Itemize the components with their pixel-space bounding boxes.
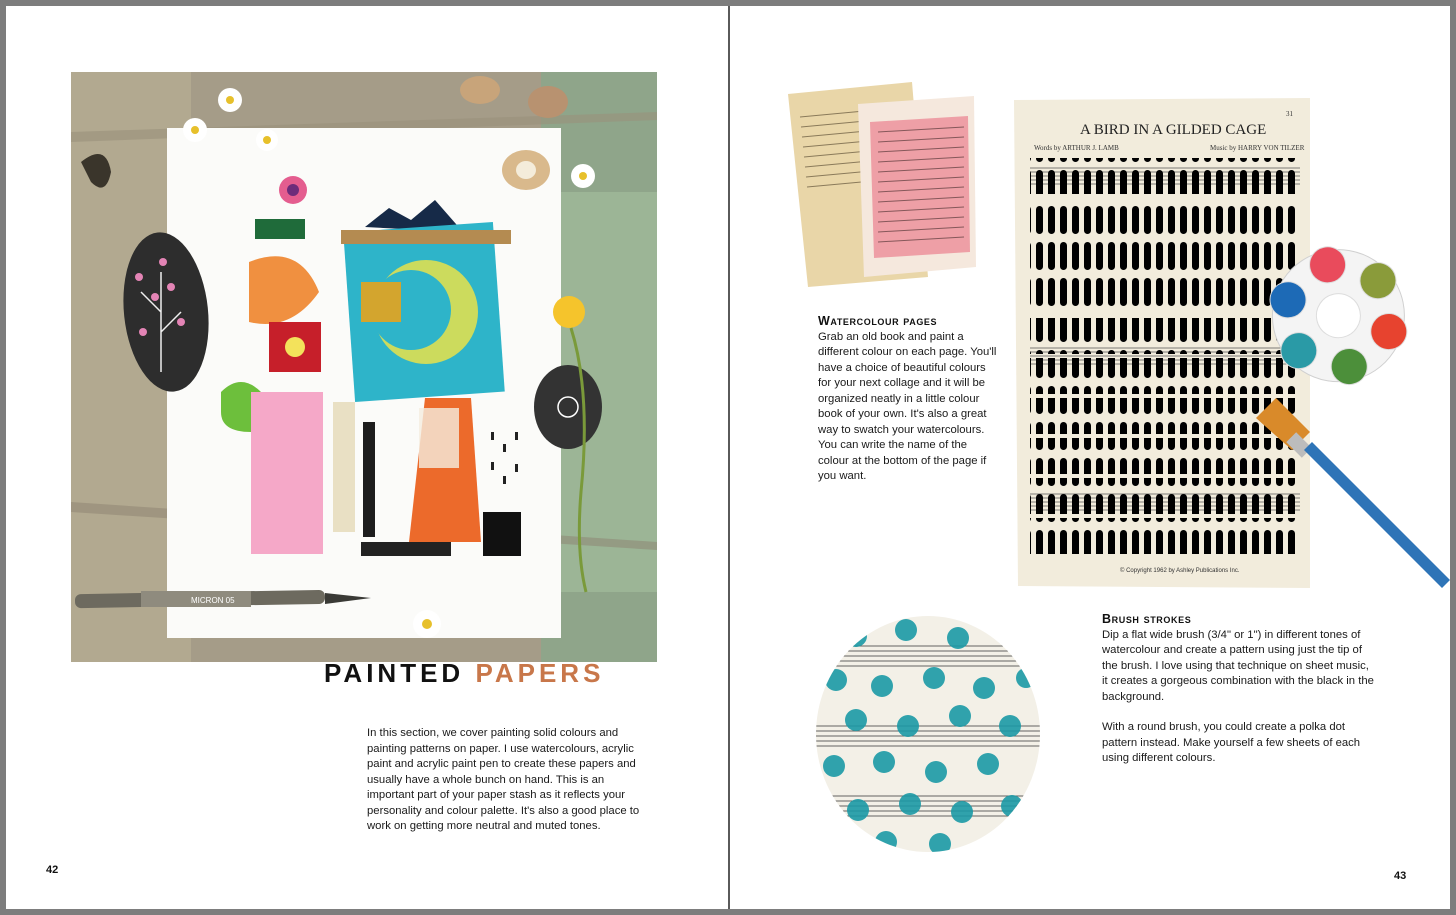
brush-heading: Brush strokes	[1102, 612, 1192, 626]
sheet-music-words-by: Words by ARTHUR J. LAMB	[1034, 144, 1119, 152]
sheet-music-copyright: © Copyright 1962 by Ashley Publications Inc.	[1120, 568, 1240, 574]
intro-text: In this section, we cover painting solid colours and painting patterns on paper. I use watercolours, acrylic paint and acrylic paint pen to create these papers and usually have a whole bunch on hand. This is an important part of your paper stash as it reflects your personality and colour palette. It's also a good place to work on getting more neutral and muted tones.	[367, 727, 640, 832]
sheet-music-photo	[1010, 98, 1450, 646]
brush-section	[1102, 612, 1376, 767]
page-number-left: 42	[46, 864, 59, 876]
brush-body-2: With a round brush, you could create a polka dot pattern instead. Make yourself a few sheets of each using different colours.	[1102, 721, 1361, 764]
title-word-painted: PAINTED	[324, 658, 465, 688]
sheet-music-page-ref: 31	[1286, 110, 1293, 118]
brush-body-1: Dip a flat wide brush (3/4" or 1") in different tones of watercolour and create a pattern using just the tip of the brush. I love using that technique on sheet music, it creates a gorgeous combination with the black in the background.	[1102, 628, 1374, 703]
collage-photo	[71, 72, 657, 662]
watercolour-body: Grab an old book and paint a different colour on each page. You'll have a choice of beautiful colours for your next collage and it will be organized neatly in a little colour book of your own. It's also a great way to swatch your watercolours. You can write the name of the colour at the bottom of the page if you want.	[818, 330, 997, 482]
left-page	[6, 6, 728, 909]
page-title	[324, 658, 604, 689]
title-word-papers: PAPERS	[475, 658, 605, 688]
book-pages-photo	[788, 82, 978, 287]
polka-dot-photo	[816, 616, 1040, 852]
sheet-music-music-by: Music by HARRY VON TILZER	[1210, 144, 1305, 152]
watercolour-section	[818, 314, 998, 485]
watercolour-heading: Watercolour pages	[818, 314, 938, 328]
right-page	[730, 6, 1450, 909]
page-number-right: 43	[1394, 870, 1407, 882]
pen-label: MICRON 05	[191, 596, 235, 605]
sheet-music-title: A BIRD IN A GILDED CAGE	[1080, 122, 1267, 138]
